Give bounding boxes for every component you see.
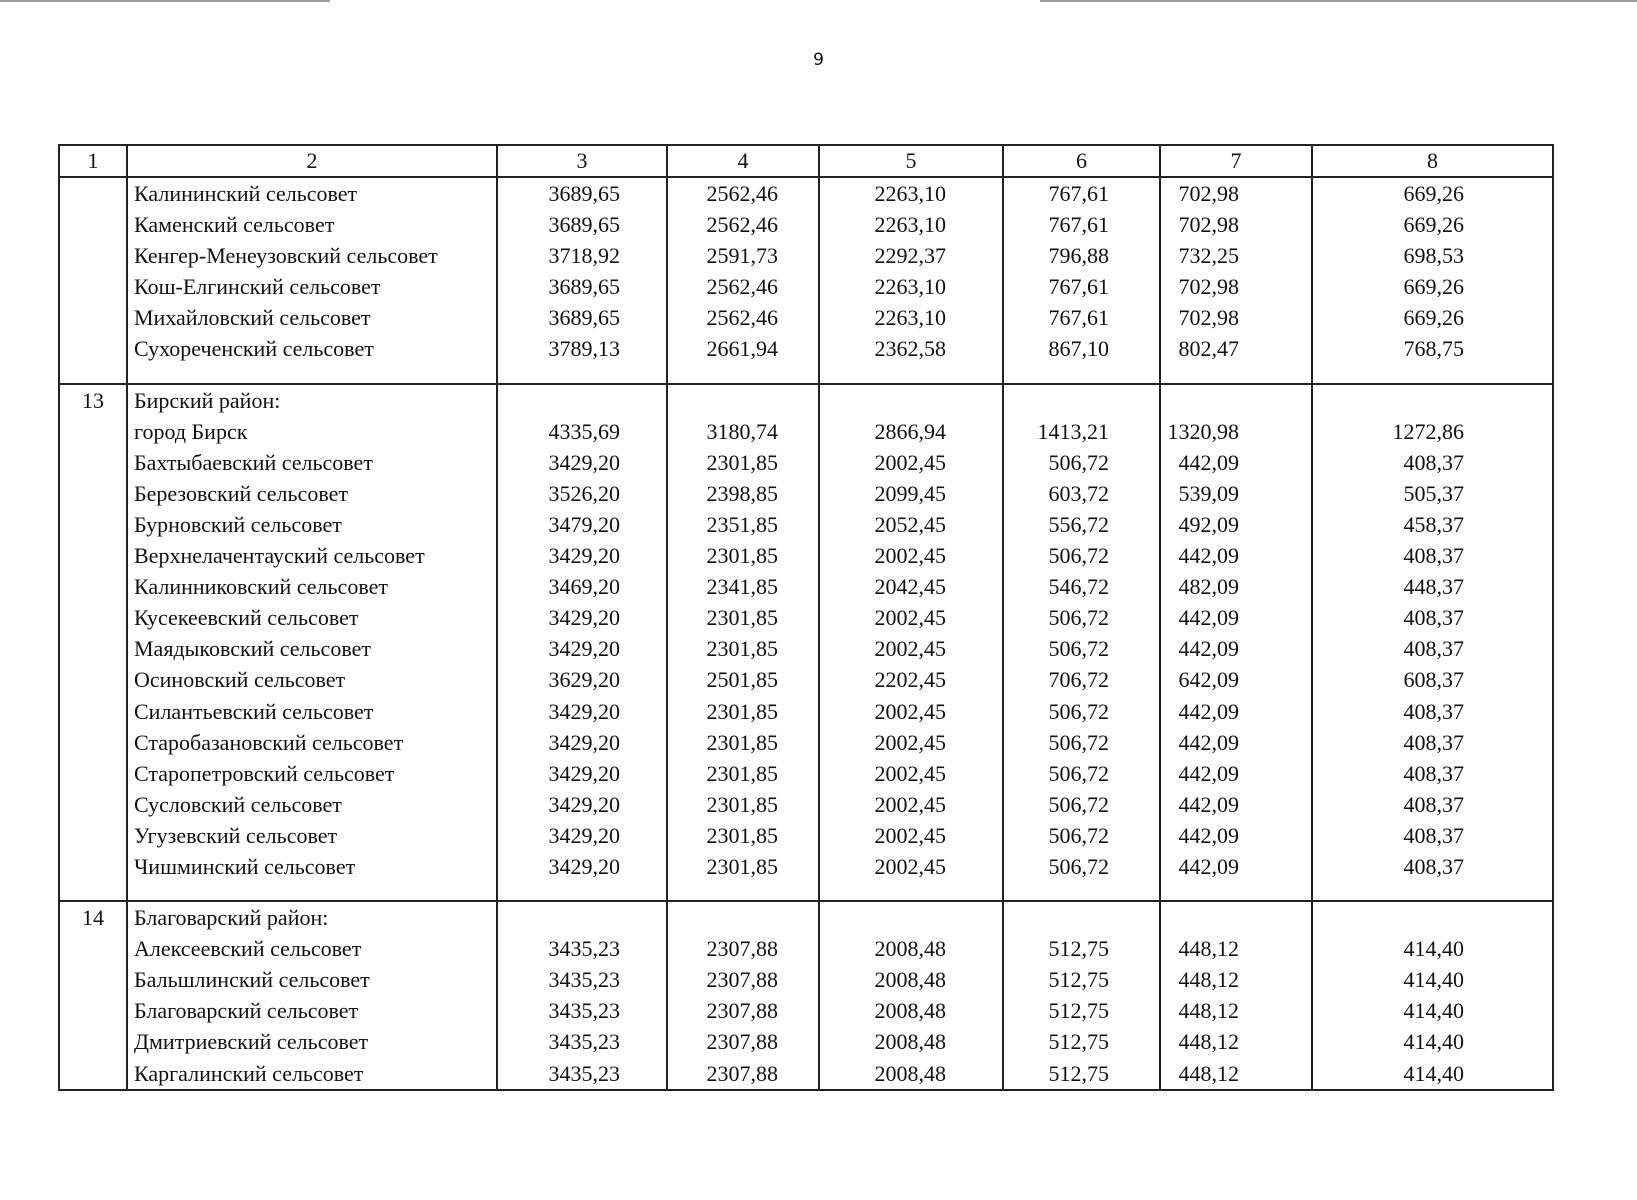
value-cell: 2002,45 bbox=[819, 447, 1003, 478]
district-heading: Благоварский район: bbox=[127, 901, 497, 933]
value-cell: 3435,23 bbox=[497, 1058, 667, 1090]
value-cell: 3429,20 bbox=[497, 540, 667, 571]
row-number-cell bbox=[59, 1058, 127, 1090]
value-cell: 414,40 bbox=[1312, 964, 1553, 995]
value-cell: 408,37 bbox=[1312, 602, 1553, 633]
value-cell: 2562,46 bbox=[667, 177, 819, 209]
tariff-table bbox=[58, 144, 1554, 1091]
spacer-cell bbox=[59, 882, 127, 901]
value-cell: 603,72 bbox=[1003, 478, 1160, 509]
row-number-cell bbox=[59, 664, 127, 695]
value-cell: 448,12 bbox=[1160, 1058, 1312, 1090]
value-cell: 408,37 bbox=[1312, 727, 1553, 758]
spacer-cell bbox=[1003, 365, 1160, 384]
spacer-cell bbox=[59, 365, 127, 384]
value-cell: 539,09 bbox=[1160, 478, 1312, 509]
value-cell: 2002,45 bbox=[819, 727, 1003, 758]
empty-cell bbox=[1003, 384, 1160, 416]
value-cell: 608,37 bbox=[1312, 664, 1553, 695]
value-cell: 3435,23 bbox=[497, 1026, 667, 1057]
spacer-cell bbox=[819, 365, 1003, 384]
table-row bbox=[59, 333, 1553, 364]
value-cell: 2501,85 bbox=[667, 664, 819, 695]
value-cell: 2202,45 bbox=[819, 664, 1003, 695]
value-cell: 2301,85 bbox=[667, 696, 819, 727]
value-cell: 3435,23 bbox=[497, 964, 667, 995]
spacer-cell bbox=[1160, 365, 1312, 384]
value-cell: 768,75 bbox=[1312, 333, 1553, 364]
value-cell: 2052,45 bbox=[819, 509, 1003, 540]
value-cell: 506,72 bbox=[1003, 789, 1160, 820]
value-cell: 408,37 bbox=[1312, 633, 1553, 664]
row-number-cell bbox=[59, 240, 127, 271]
value-cell: 2301,85 bbox=[667, 758, 819, 789]
settlement-name: город Бирск bbox=[127, 416, 497, 447]
value-cell: 408,37 bbox=[1312, 696, 1553, 727]
value-cell: 2307,88 bbox=[667, 933, 819, 964]
value-cell: 802,47 bbox=[1160, 333, 1312, 364]
value-cell: 506,72 bbox=[1003, 602, 1160, 633]
value-cell: 408,37 bbox=[1312, 851, 1553, 882]
table-row bbox=[59, 696, 1553, 727]
value-cell: 442,09 bbox=[1160, 789, 1312, 820]
value-cell: 3689,65 bbox=[497, 177, 667, 209]
table-row bbox=[59, 478, 1553, 509]
column-header: 7 bbox=[1160, 145, 1312, 177]
value-cell: 2008,48 bbox=[819, 1058, 1003, 1090]
value-cell: 506,72 bbox=[1003, 447, 1160, 478]
row-number-cell bbox=[59, 995, 127, 1026]
row-number-cell bbox=[59, 964, 127, 995]
spacer-cell bbox=[1003, 882, 1160, 901]
value-cell: 2562,46 bbox=[667, 271, 819, 302]
value-cell: 492,09 bbox=[1160, 509, 1312, 540]
value-cell: 2301,85 bbox=[667, 789, 819, 820]
column-header: 4 bbox=[667, 145, 819, 177]
value-cell: 2307,88 bbox=[667, 995, 819, 1026]
value-cell: 408,37 bbox=[1312, 820, 1553, 851]
table-row bbox=[59, 177, 1553, 209]
spacer-cell bbox=[819, 882, 1003, 901]
value-cell: 2307,88 bbox=[667, 964, 819, 995]
settlement-name: Кусекеевский сельсовет bbox=[127, 602, 497, 633]
value-cell: 3526,20 bbox=[497, 478, 667, 509]
settlement-name: Сусловский сельсовет bbox=[127, 789, 497, 820]
value-cell: 448,12 bbox=[1160, 964, 1312, 995]
value-cell: 2008,48 bbox=[819, 995, 1003, 1026]
spacer-cell bbox=[1312, 365, 1553, 384]
value-cell: 448,12 bbox=[1160, 933, 1312, 964]
settlement-name: Осиновский сельсовет bbox=[127, 664, 497, 695]
value-cell: 2099,45 bbox=[819, 478, 1003, 509]
value-cell: 414,40 bbox=[1312, 1058, 1553, 1090]
value-cell: 482,09 bbox=[1160, 571, 1312, 602]
value-cell: 3479,20 bbox=[497, 509, 667, 540]
empty-cell bbox=[1003, 901, 1160, 933]
settlement-name: Бахтыбаевский сельсовет bbox=[127, 447, 497, 478]
value-cell: 702,98 bbox=[1160, 177, 1312, 209]
value-cell: 3429,20 bbox=[497, 633, 667, 664]
value-cell: 506,72 bbox=[1003, 758, 1160, 789]
value-cell: 556,72 bbox=[1003, 509, 1160, 540]
row-number-cell bbox=[59, 633, 127, 664]
value-cell: 458,37 bbox=[1312, 509, 1553, 540]
value-cell: 2301,85 bbox=[667, 447, 819, 478]
value-cell: 867,10 bbox=[1003, 333, 1160, 364]
table-row bbox=[59, 758, 1553, 789]
value-cell: 1413,21 bbox=[1003, 416, 1160, 447]
table-row bbox=[59, 509, 1553, 540]
value-cell: 408,37 bbox=[1312, 447, 1553, 478]
value-cell: 442,09 bbox=[1160, 633, 1312, 664]
empty-cell bbox=[667, 901, 819, 933]
value-cell: 702,98 bbox=[1160, 209, 1312, 240]
value-cell: 1320,98 bbox=[1160, 416, 1312, 447]
value-cell: 2307,88 bbox=[667, 1058, 819, 1090]
value-cell: 442,09 bbox=[1160, 758, 1312, 789]
column-header: 5 bbox=[819, 145, 1003, 177]
value-cell: 512,75 bbox=[1003, 1026, 1160, 1057]
table-row bbox=[59, 447, 1553, 478]
value-cell: 2301,85 bbox=[667, 820, 819, 851]
value-cell: 732,25 bbox=[1160, 240, 1312, 271]
value-cell: 1272,86 bbox=[1312, 416, 1553, 447]
value-cell: 2002,45 bbox=[819, 851, 1003, 882]
value-cell: 669,26 bbox=[1312, 271, 1553, 302]
value-cell: 669,26 bbox=[1312, 302, 1553, 333]
value-cell: 3429,20 bbox=[497, 727, 667, 758]
settlement-name: Бурновский сельсовет bbox=[127, 509, 497, 540]
table-header bbox=[59, 145, 1553, 177]
spacer-cell bbox=[127, 882, 497, 901]
table-row bbox=[59, 995, 1553, 1026]
table-row bbox=[59, 1026, 1553, 1057]
value-cell: 3469,20 bbox=[497, 571, 667, 602]
row-number-cell bbox=[59, 1026, 127, 1057]
value-cell: 506,72 bbox=[1003, 633, 1160, 664]
settlement-name: Алексеевский сельсовет bbox=[127, 933, 497, 964]
value-cell: 414,40 bbox=[1312, 1026, 1553, 1057]
settlement-name: Дмитриевский сельсовет bbox=[127, 1026, 497, 1057]
row-number-cell bbox=[59, 696, 127, 727]
value-cell: 442,09 bbox=[1160, 602, 1312, 633]
value-cell: 408,37 bbox=[1312, 540, 1553, 571]
block-spacer-row bbox=[59, 882, 1553, 901]
column-header: 1 bbox=[59, 145, 127, 177]
value-cell: 3435,23 bbox=[497, 995, 667, 1026]
value-cell: 3718,92 bbox=[497, 240, 667, 271]
table-row bbox=[59, 851, 1553, 882]
value-cell: 448,12 bbox=[1160, 995, 1312, 1026]
settlement-name: Маядыковский сельсовет bbox=[127, 633, 497, 664]
empty-cell bbox=[497, 384, 667, 416]
value-cell: 3429,20 bbox=[497, 602, 667, 633]
value-cell: 3429,20 bbox=[497, 447, 667, 478]
value-cell: 3429,20 bbox=[497, 820, 667, 851]
value-cell: 442,09 bbox=[1160, 696, 1312, 727]
row-number-cell bbox=[59, 509, 127, 540]
value-cell: 3789,13 bbox=[497, 333, 667, 364]
row-number-cell bbox=[59, 727, 127, 758]
value-cell: 2002,45 bbox=[819, 602, 1003, 633]
value-cell: 506,72 bbox=[1003, 820, 1160, 851]
value-cell: 3429,20 bbox=[497, 696, 667, 727]
value-cell: 512,75 bbox=[1003, 995, 1160, 1026]
settlement-name: Чишминский сельсовет bbox=[127, 851, 497, 882]
value-cell: 2301,85 bbox=[667, 540, 819, 571]
value-cell: 2301,85 bbox=[667, 727, 819, 758]
block-spacer-row bbox=[59, 365, 1553, 384]
value-cell: 2301,85 bbox=[667, 602, 819, 633]
value-cell: 2002,45 bbox=[819, 696, 1003, 727]
row-number-cell bbox=[59, 602, 127, 633]
settlement-name: Каменский сельсовет bbox=[127, 209, 497, 240]
table-block bbox=[59, 177, 1553, 384]
value-cell: 3429,20 bbox=[497, 758, 667, 789]
value-cell: 442,09 bbox=[1160, 727, 1312, 758]
settlement-name: Сухореченский сельсовет bbox=[127, 333, 497, 364]
value-cell: 3689,65 bbox=[497, 209, 667, 240]
value-cell: 2351,85 bbox=[667, 509, 819, 540]
value-cell: 796,88 bbox=[1003, 240, 1160, 271]
value-cell: 2562,46 bbox=[667, 302, 819, 333]
empty-cell bbox=[819, 384, 1003, 416]
table-row bbox=[59, 664, 1553, 695]
row-number-cell bbox=[59, 820, 127, 851]
value-cell: 3429,20 bbox=[497, 789, 667, 820]
value-cell: 2002,45 bbox=[819, 633, 1003, 664]
settlement-name: Верхнелачентауский сельсовет bbox=[127, 540, 497, 571]
district-heading-row bbox=[59, 901, 1553, 933]
table-row bbox=[59, 540, 1553, 571]
value-cell: 3689,65 bbox=[497, 302, 667, 333]
value-cell: 2002,45 bbox=[819, 758, 1003, 789]
settlement-name: Кенгер-Менеузовский сельсовет bbox=[127, 240, 497, 271]
value-cell: 3429,20 bbox=[497, 851, 667, 882]
value-cell: 2263,10 bbox=[819, 177, 1003, 209]
value-cell: 2866,94 bbox=[819, 416, 1003, 447]
value-cell: 767,61 bbox=[1003, 302, 1160, 333]
spacer-cell bbox=[667, 882, 819, 901]
empty-cell bbox=[1160, 901, 1312, 933]
table-row bbox=[59, 240, 1553, 271]
value-cell: 767,61 bbox=[1003, 271, 1160, 302]
table-block bbox=[59, 384, 1553, 902]
value-cell: 408,37 bbox=[1312, 789, 1553, 820]
value-cell: 2263,10 bbox=[819, 271, 1003, 302]
district-heading: Бирский район: bbox=[127, 384, 497, 416]
value-cell: 2002,45 bbox=[819, 820, 1003, 851]
value-cell: 506,72 bbox=[1003, 540, 1160, 571]
value-cell: 2002,45 bbox=[819, 540, 1003, 571]
settlement-name: Благоварский сельсовет bbox=[127, 995, 497, 1026]
row-number-cell bbox=[59, 447, 127, 478]
column-header: 6 bbox=[1003, 145, 1160, 177]
value-cell: 2341,85 bbox=[667, 571, 819, 602]
value-cell: 414,40 bbox=[1312, 995, 1553, 1026]
value-cell: 448,12 bbox=[1160, 1026, 1312, 1057]
row-number-cell bbox=[59, 177, 127, 209]
value-cell: 2008,48 bbox=[819, 933, 1003, 964]
district-number: 13 bbox=[59, 384, 127, 416]
column-number-row bbox=[59, 145, 1553, 177]
value-cell: 642,09 bbox=[1160, 664, 1312, 695]
value-cell: 442,09 bbox=[1160, 820, 1312, 851]
table-row bbox=[59, 209, 1553, 240]
page-number: 9 bbox=[813, 50, 824, 70]
value-cell: 2042,45 bbox=[819, 571, 1003, 602]
table-block bbox=[59, 901, 1553, 1090]
value-cell: 3180,74 bbox=[667, 416, 819, 447]
value-cell: 669,26 bbox=[1312, 177, 1553, 209]
value-cell: 414,40 bbox=[1312, 933, 1553, 964]
settlement-name: Каргалинский сельсовет bbox=[127, 1058, 497, 1090]
value-cell: 2008,48 bbox=[819, 1026, 1003, 1057]
table-row bbox=[59, 789, 1553, 820]
value-cell: 2002,45 bbox=[819, 789, 1003, 820]
table-row bbox=[59, 633, 1553, 664]
row-number-cell bbox=[59, 540, 127, 571]
row-number-cell bbox=[59, 851, 127, 882]
spacer-cell bbox=[127, 365, 497, 384]
column-header: 2 bbox=[127, 145, 497, 177]
table-row bbox=[59, 820, 1553, 851]
value-cell: 4335,69 bbox=[497, 416, 667, 447]
row-number-cell bbox=[59, 933, 127, 964]
empty-cell bbox=[497, 901, 667, 933]
column-header: 3 bbox=[497, 145, 667, 177]
settlement-name: Старопетровский сельсовет bbox=[127, 758, 497, 789]
scan-border-line bbox=[0, 0, 330, 2]
value-cell: 2263,10 bbox=[819, 302, 1003, 333]
value-cell: 669,26 bbox=[1312, 209, 1553, 240]
value-cell: 702,98 bbox=[1160, 302, 1312, 333]
settlement-name: Михайловский сельсовет bbox=[127, 302, 497, 333]
row-number-cell bbox=[59, 758, 127, 789]
table-row bbox=[59, 416, 1553, 447]
value-cell: 408,37 bbox=[1312, 758, 1553, 789]
settlement-name: Силантьевский сельсовет bbox=[127, 696, 497, 727]
table-row bbox=[59, 964, 1553, 995]
settlement-name: Бальшлинский сельсовет bbox=[127, 964, 497, 995]
value-cell: 2008,48 bbox=[819, 964, 1003, 995]
value-cell: 2263,10 bbox=[819, 209, 1003, 240]
table-row bbox=[59, 1058, 1553, 1090]
value-cell: 3629,20 bbox=[497, 664, 667, 695]
table-row bbox=[59, 933, 1553, 964]
value-cell: 442,09 bbox=[1160, 851, 1312, 882]
row-number-cell bbox=[59, 416, 127, 447]
value-cell: 506,72 bbox=[1003, 696, 1160, 727]
spacer-cell bbox=[497, 882, 667, 901]
row-number-cell bbox=[59, 209, 127, 240]
value-cell: 512,75 bbox=[1003, 964, 1160, 995]
value-cell: 512,75 bbox=[1003, 1058, 1160, 1090]
value-cell: 505,37 bbox=[1312, 478, 1553, 509]
value-cell: 448,37 bbox=[1312, 571, 1553, 602]
district-heading-row bbox=[59, 384, 1553, 416]
row-number-cell bbox=[59, 789, 127, 820]
empty-cell bbox=[819, 901, 1003, 933]
row-number-cell bbox=[59, 271, 127, 302]
spacer-cell bbox=[497, 365, 667, 384]
table-row bbox=[59, 271, 1553, 302]
value-cell: 2301,85 bbox=[667, 851, 819, 882]
value-cell: 767,61 bbox=[1003, 177, 1160, 209]
settlement-name: Старобазановский сельсовет bbox=[127, 727, 497, 758]
value-cell: 2362,58 bbox=[819, 333, 1003, 364]
value-cell: 2292,37 bbox=[819, 240, 1003, 271]
value-cell: 442,09 bbox=[1160, 447, 1312, 478]
row-number-cell bbox=[59, 333, 127, 364]
scan-border-line bbox=[1040, 0, 1637, 2]
empty-cell bbox=[667, 384, 819, 416]
settlement-name: Березовский сельсовет bbox=[127, 478, 497, 509]
value-cell: 767,61 bbox=[1003, 209, 1160, 240]
column-header: 8 bbox=[1312, 145, 1553, 177]
value-cell: 2591,73 bbox=[667, 240, 819, 271]
row-number-cell bbox=[59, 571, 127, 602]
value-cell: 506,72 bbox=[1003, 851, 1160, 882]
settlement-name: Калининский сельсовет bbox=[127, 177, 497, 209]
value-cell: 698,53 bbox=[1312, 240, 1553, 271]
value-cell: 2661,94 bbox=[667, 333, 819, 364]
settlement-name: Угузевский сельсовет bbox=[127, 820, 497, 851]
row-number-cell bbox=[59, 478, 127, 509]
table-row bbox=[59, 571, 1553, 602]
value-cell: 442,09 bbox=[1160, 540, 1312, 571]
table-row bbox=[59, 602, 1553, 633]
value-cell: 506,72 bbox=[1003, 727, 1160, 758]
value-cell: 702,98 bbox=[1160, 271, 1312, 302]
empty-cell bbox=[1312, 901, 1553, 933]
spacer-cell bbox=[667, 365, 819, 384]
table-row bbox=[59, 302, 1553, 333]
value-cell: 3435,23 bbox=[497, 933, 667, 964]
settlement-name: Калинниковский сельсовет bbox=[127, 571, 497, 602]
value-cell: 3689,65 bbox=[497, 271, 667, 302]
value-cell: 2307,88 bbox=[667, 1026, 819, 1057]
table-row bbox=[59, 727, 1553, 758]
spacer-cell bbox=[1160, 882, 1312, 901]
value-cell: 2562,46 bbox=[667, 209, 819, 240]
empty-cell bbox=[1160, 384, 1312, 416]
district-number: 14 bbox=[59, 901, 127, 933]
spacer-cell bbox=[1312, 882, 1553, 901]
value-cell: 2398,85 bbox=[667, 478, 819, 509]
value-cell: 706,72 bbox=[1003, 664, 1160, 695]
settlement-name: Кош-Елгинский сельсовет bbox=[127, 271, 497, 302]
row-number-cell bbox=[59, 302, 127, 333]
value-cell: 2301,85 bbox=[667, 633, 819, 664]
empty-cell bbox=[1312, 384, 1553, 416]
value-cell: 512,75 bbox=[1003, 933, 1160, 964]
value-cell: 546,72 bbox=[1003, 571, 1160, 602]
